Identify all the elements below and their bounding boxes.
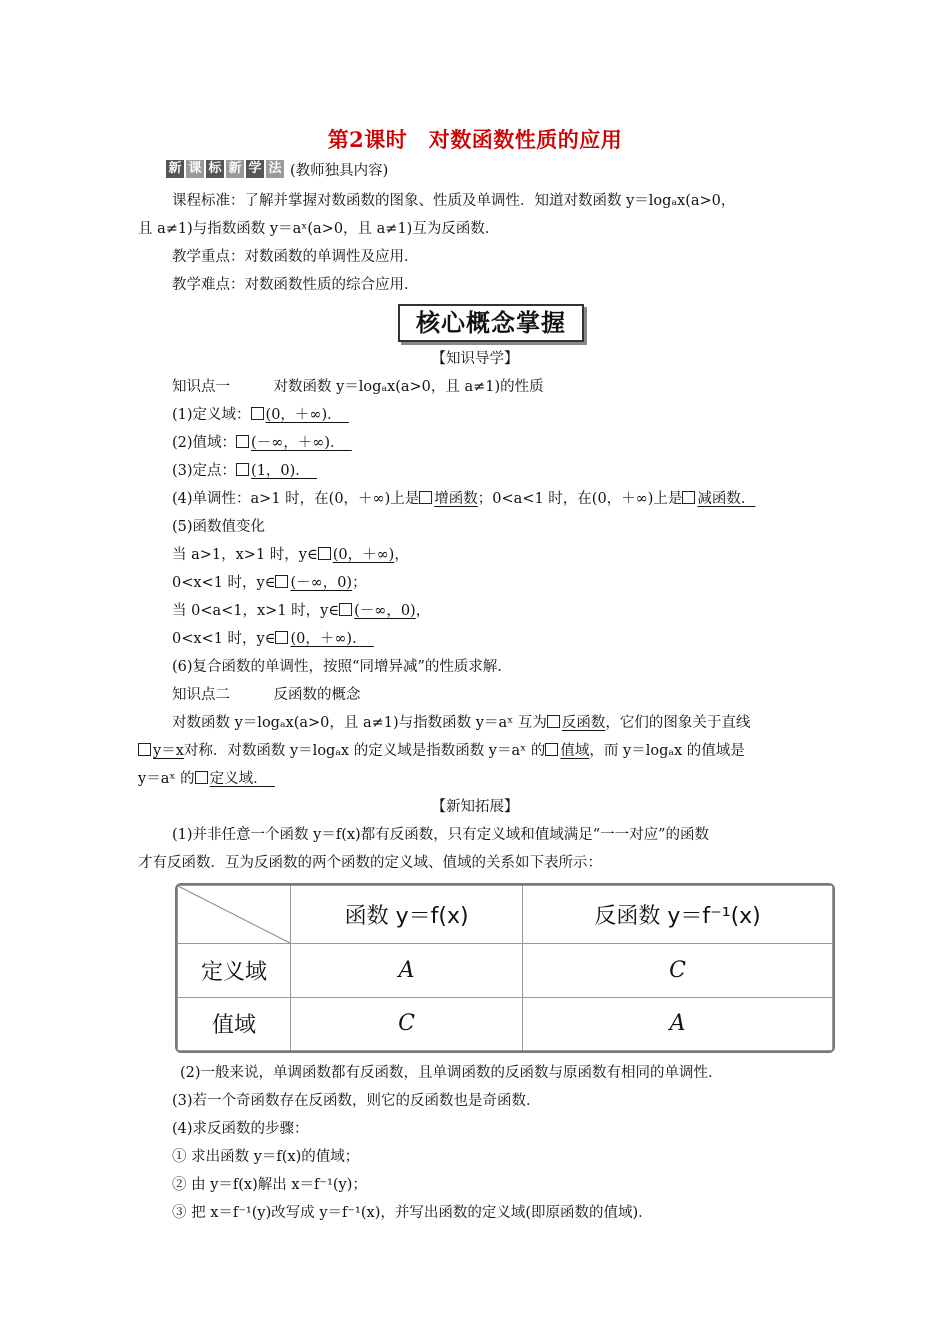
table-corner-cell (178, 886, 291, 944)
step-3: ③ 把 x＝f⁻¹(y)改写成 y＝f⁻¹(x)，并写出函数的定义域(即原函数的值域)． (172, 1205, 653, 1221)
composite-rule: (6)复合函数的单调性，按照“同增异减”的性质求解． (172, 659, 512, 675)
key-point: 教学重点：对数函数的单调性及应用． (172, 249, 419, 265)
guide-title: 【知识导学】 (431, 351, 519, 367)
range-line: (2)值域： (－∞，＋∞)． (172, 435, 338, 451)
value-change-heading: (5)函数值变化 (172, 519, 266, 535)
value-case-3: 当 0<a<1，x>1 时，y∈ (－∞，0)， (172, 603, 431, 619)
page-title: 第2课时 对数函数性质的应用 (327, 127, 623, 152)
section-heading: 核心概念掌握 (398, 304, 584, 342)
table-cell: C (523, 944, 833, 998)
extension-p1-line-2: 才有反函数．互为反函数的两个函数的定义域、值域的关系如下表所示： (138, 855, 602, 871)
badge-char: 新 (226, 160, 244, 178)
inverse-function-table (175, 883, 835, 1053)
standard-line-1: 课程标准：了解并掌握对数函数的图象、性质及单调性．知道对数函数 y＝logₐx(a>0， (172, 193, 736, 209)
extension-p1-line-1: (1)并非任意一个函数 y＝f(x)都有反函数，只有定义域和值域满足“一一对应”的函数 (172, 827, 710, 843)
table-cell: A (291, 944, 523, 998)
blank-box (339, 603, 352, 616)
table-cell: C (291, 997, 523, 1051)
extension-p4: (4)求反函数的步骤： (172, 1121, 309, 1137)
badge-char: 法 (266, 160, 284, 178)
blank-box (275, 575, 288, 588)
value-case-4: 0<x<1 时，y∈ (0，＋∞)． (172, 631, 360, 647)
blank-box (545, 743, 558, 756)
table-header-inverse: 反函数 y＝f⁻¹(x) (523, 886, 833, 944)
knowledge-point-1: 知识点一 对数函数 y＝logₐx(a>0，且 a≠1)的性质 (172, 379, 544, 395)
value-case-2: 0<x<1 时，y∈ (－∞，0)； (172, 575, 367, 591)
blank-box (195, 771, 208, 784)
blank-box (419, 491, 432, 504)
badge-char: 新 (166, 160, 184, 178)
inverse-para-line-1: 对数函数 y＝logₐx(a>0，且 a≠1)与指数函数 y＝aˣ 互为 反函数，它们的图象关于直线 (172, 715, 751, 731)
blank-box (682, 491, 695, 504)
knowledge-point-2: 知识点二 反函数的概念 (172, 687, 361, 703)
extension-title: 【新知拓展】 (431, 799, 519, 815)
badge-char: 标 (206, 160, 224, 178)
table-row (178, 944, 833, 998)
standard-line-2: 且 a≠1)与指数函数 y＝aˣ(a>0，且 a≠1)互为反函数． (138, 221, 500, 237)
table-header-function: 函数 y＝f(x) (291, 886, 523, 944)
badge-char: 课 (186, 160, 204, 178)
monotonic-line: (4)单调性：a>1 时，在(0，＋∞)上是 增函数；0<a<1 时，在(0，＋∞)上是 减函数． (172, 491, 756, 507)
inverse-para-line-2: y＝x对称．对数函数 y＝logₐx 的定义域是指数函数 y＝aˣ 的 值域，而 y＝logₐx 的值域是 (138, 741, 745, 761)
blank-box (547, 715, 560, 728)
table-row-label: 定义域 (178, 944, 291, 998)
blank-box (138, 743, 151, 756)
blank-box (251, 407, 264, 420)
blank-box (318, 547, 331, 560)
table-row-label: 值域 (178, 997, 291, 1051)
badge-row (166, 158, 388, 180)
blank-box (236, 435, 249, 448)
blank-box (275, 631, 288, 644)
inverse-para-line-3: y＝aˣ 的 定义域． (138, 771, 261, 787)
table-row (178, 997, 833, 1051)
extension-p2: (2)一般来说，单调函数都有反函数，且单调函数的反函数与原函数有相同的单调性． (180, 1065, 723, 1081)
domain-line: (1)定义域： (0，＋∞)． (172, 407, 335, 423)
table-cell: A (523, 997, 833, 1051)
fixed-point-line: (3)定点： (1，0)． (172, 463, 303, 479)
step-1: ① 求出函数 y＝f(x)的值域； (172, 1149, 360, 1165)
course-badge (166, 160, 284, 178)
badge-char: 学 (246, 160, 264, 178)
value-case-1: 当 a>1，x>1 时，y∈ (0，＋∞)， (172, 547, 409, 563)
extension-p3: (3)若一个奇函数存在反函数，则它的反函数也是奇函数． (172, 1093, 541, 1109)
difficulty: 教学难点：对数函数性质的综合应用． (172, 277, 419, 293)
blank-box (236, 463, 249, 476)
step-2: ② 由 y＝f(x)解出 x＝f⁻¹(y)； (172, 1177, 367, 1193)
badge-note: (教师独具内容) (290, 162, 389, 179)
